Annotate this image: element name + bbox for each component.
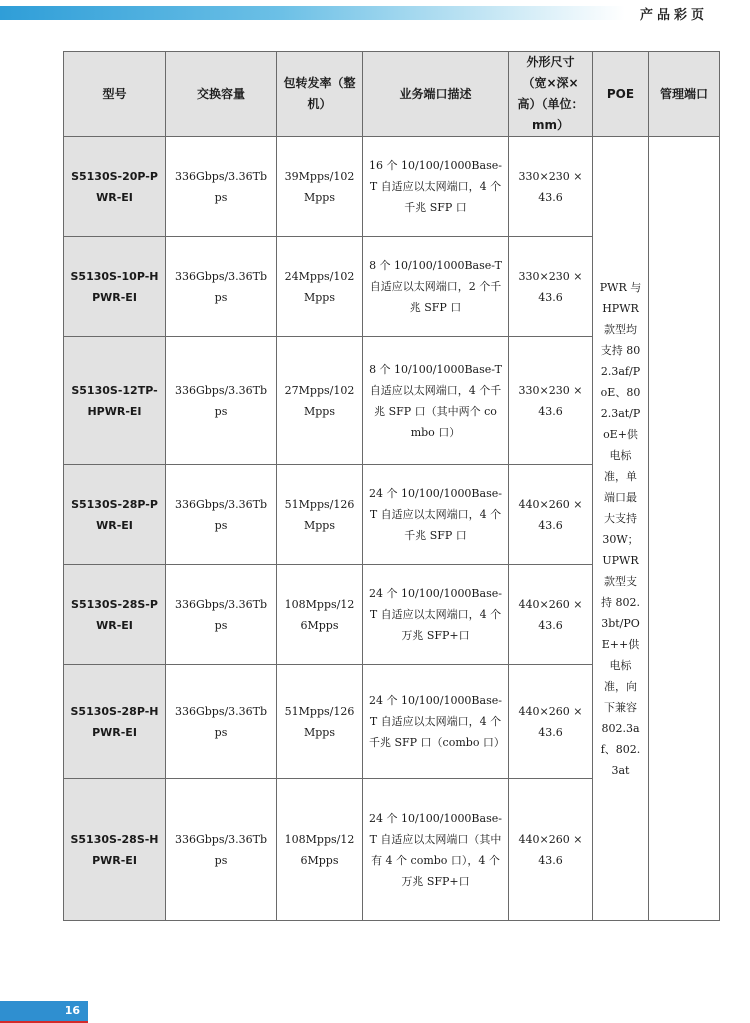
- cell-ports: 24 个 10/100/1000Base-T 自适应以太网端口，4 个万兆 SFP+口: [363, 565, 509, 665]
- cell-dimensions: 440×260 × 43.6: [509, 665, 593, 779]
- cell-model: S5130S-12TP-HPWR-EI: [64, 337, 166, 465]
- cell-forwarding: 39Mpps/102Mpps: [277, 137, 363, 237]
- cell-dimensions: 330×230 × 43.6: [509, 237, 593, 337]
- spec-table: [63, 51, 720, 921]
- cell-model: S5130S-20P-PWR-EI: [64, 137, 166, 237]
- header-model: 型号: [64, 52, 166, 137]
- cell-ports: 16 个 10/100/1000Base-T 自适应以太网端口，4 个千兆 SFP 口: [363, 137, 509, 237]
- cell-dimensions: 330×230 × 43.6: [509, 337, 593, 465]
- cell-forwarding: 108Mpps/126Mpps: [277, 565, 363, 665]
- cell-model: S5130S-28S-PWR-EI: [64, 565, 166, 665]
- cell-model: S5130S-28P-HPWR-EI: [64, 665, 166, 779]
- cell-capacity: 336Gbps/3.36Tbps: [166, 465, 277, 565]
- cell-forwarding: 51Mpps/126Mpps: [277, 665, 363, 779]
- table-row: [64, 137, 720, 237]
- cell-model: S5130S-28S-HPWR-EI: [64, 779, 166, 921]
- header-capacity: 交换容量: [166, 52, 277, 137]
- cell-dimensions: 440×260 × 43.6: [509, 565, 593, 665]
- cell-model: S5130S-10P-HPWR-EI: [64, 237, 166, 337]
- header-gradient-band: [0, 6, 625, 20]
- page-header-title: 产品彩页: [640, 8, 709, 23]
- cell-ports: 8 个 10/100/1000Base-T 自适应以太网端口，4 个千兆 SFP 口（其中两个 combo 口）: [363, 337, 509, 465]
- header-poe: POE: [593, 52, 649, 137]
- cell-model: S5130S-28P-PWR-EI: [64, 465, 166, 565]
- cell-forwarding: 108Mpps/126Mpps: [277, 779, 363, 921]
- cell-ports: 24 个 10/100/1000Base-T 自适应以太网端口，4 个千兆 SFP 口: [363, 465, 509, 565]
- page-number-badge: [0, 1001, 88, 1023]
- cell-capacity: 336Gbps/3.36Tbps: [166, 665, 277, 779]
- cell-forwarding: 27Mpps/102Mpps: [277, 337, 363, 465]
- cell-forwarding: 24Mpps/102Mpps: [277, 237, 363, 337]
- header-management: 管理端口: [649, 52, 720, 137]
- cell-capacity: 336Gbps/3.36Tbps: [166, 137, 277, 237]
- table-header-row: [64, 52, 720, 137]
- cell-capacity: 336Gbps/3.36Tbps: [166, 565, 277, 665]
- cell-dimensions: 440×260 × 43.6: [509, 779, 593, 921]
- cell-ports: 24 个 10/100/1000Base-T 自适应以太网端口，4 个千兆 SFP 口（combo 口）: [363, 665, 509, 779]
- cell-dimensions: 330×230 × 43.6: [509, 137, 593, 237]
- page-number: 16: [64, 1004, 80, 1017]
- cell-capacity: 336Gbps/3.36Tbps: [166, 237, 277, 337]
- cell-forwarding: 51Mpps/126Mpps: [277, 465, 363, 565]
- cell-management-note: [649, 137, 720, 921]
- header-forwarding: 包转发率（整机）: [277, 52, 363, 137]
- cell-capacity: 336Gbps/3.36Tbps: [166, 337, 277, 465]
- cell-dimensions: 440×260 × 43.6: [509, 465, 593, 565]
- header-dimensions: 外形尺寸（宽×深×高）（单位：mm）: [509, 52, 593, 137]
- cell-ports: 24 个 10/100/1000Base-T 自适应以太网端口（其中有 4 个 combo 口），4 个万兆 SFP+口: [363, 779, 509, 921]
- header-ports: 业务端口描述: [363, 52, 509, 137]
- cell-ports: 8 个 10/100/1000Base-T 自适应以太网端口，2 个千兆 SFP 口: [363, 237, 509, 337]
- cell-poe-note: PWR 与 HPWR 款型均支持 802.3af/PoE、802.3at/PoE+供电标准，单端口最大支持 30W；UPWR 款型支持 802.3bt/POE++供电标准，向下兼容 802.3af、802.3at: [593, 137, 649, 921]
- cell-capacity: 336Gbps/3.36Tbps: [166, 779, 277, 921]
